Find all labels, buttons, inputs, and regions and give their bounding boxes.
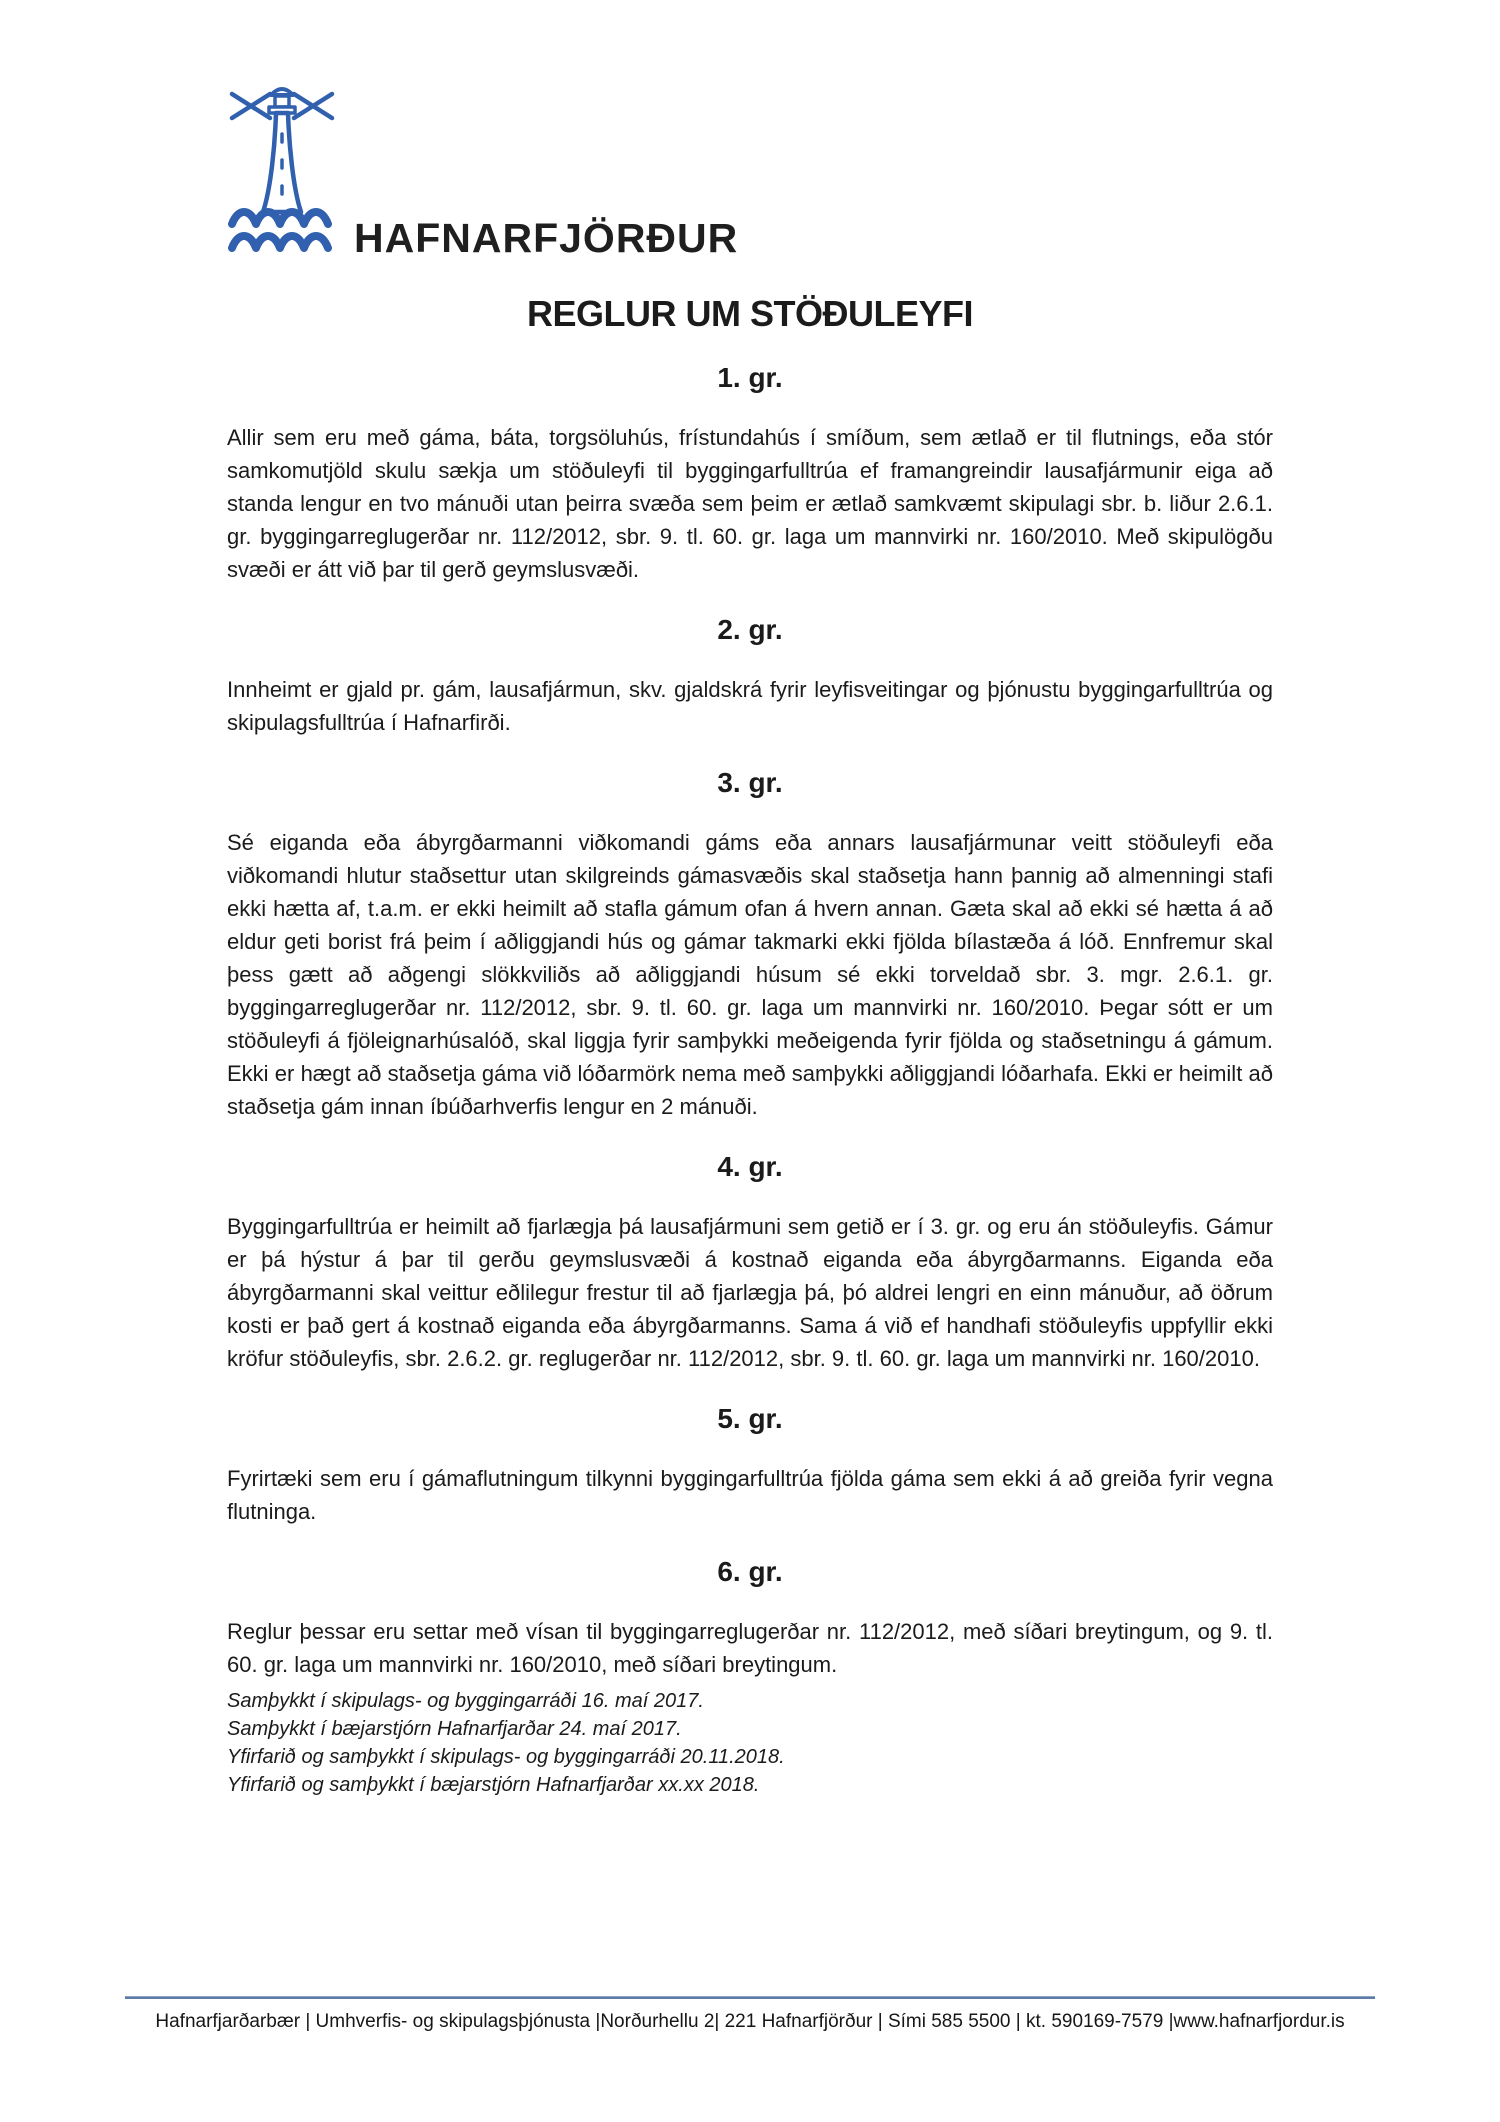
footer-contact-line: Hafnarfjarðarbær | Umhverfis- og skipulagsþjónusta |Norðurhellu 2| 221 Hafnarfjörður | Sími 585 5500 | kt. 590169-7579 |www.hafnarfjordur.is [155,2011,1345,2032]
approval-line: Samþykkt í bæjarstjórn Hafnarfjarðar 24. maí 2017. [227,1718,682,1740]
document-section [227,1555,1273,1681]
section-heading: 6. gr. [717,1556,783,1587]
document-section [227,1402,1273,1528]
section-heading: 3. gr. [717,767,783,798]
document-body [227,294,1273,1799]
section-paragraph: Sé eiganda eða ábyrgðarmanni viðkomandi gáms eða annars lausafjármunar veitt stöðuleyfi eða viðkomandi hlutur staðsettur utan skilgreinds gámasvæðis skal staðsetja hann þannig að almenningi stafi ekki hætta af, t.a.m. er ekki heimilt að stafla gámum ofan á hvern annan. Gæta skal að ekki sé hætta á að eldur geti borist frá þeim í aðliggjandi hús og gámar takmarki ekki fjölda bílastæða á lóð. Ennfremur skal þess gætt að aðgengi slökkviliðs að aðliggjandi húsum sé ekki torveldað sbr. 3. mgr. 2.6.1. gr. byggingarreglugerðar nr. 112/2012, sbr. 9. tl. 60. gr. laga um mannvirki nr. 160/2010. Þegar sótt er um stöðuleyfi á fjöleignarhúsalóð, skal liggja fyrir samþykki meðeigenda fyrir fjölda og staðsetningu á gámum. Ekki er hægt að staðsetja gáma við lóðarmörk nema með samþykki aðliggjandi lóðarhafa. Ekki er heimilt að staðsetja gám innan íbúðarhverfis lengur en 2 mánuði. [227,830,1273,1119]
section-paragraph: Innheimt er gjald pr. gám, lausafjármun, skv. gjaldskrá fyrir leyfisveitingar og þjónustu byggingarfulltrúa og skipulagsfulltrúa í Hafnarfirði. [227,677,1273,735]
logo [226,80,738,264]
section-heading: 5. gr. [717,1403,783,1434]
document-section [227,766,1273,1123]
logo-wordmark: HAFNARFJÖRÐUR [354,215,739,261]
section-heading: 2. gr. [717,614,783,645]
section-heading: 1. gr. [717,362,783,393]
lighthouse-logo-icon [226,82,338,264]
approval-line: Samþykkt í skipulags- og byggingarráði 16. maí 2017. [227,1690,704,1712]
approval-notes [227,1687,1273,1799]
section-paragraph: Fyrirtæki sem eru í gámaflutningum tilkynni byggingarfulltrúa fjölda gáma sem ekki á að greiða fyrir vegna flutninga. [227,1466,1273,1524]
footer-divider [125,1996,1375,1999]
approval-line: Yfirfarið og samþykkt í bæjarstjórn Hafnarfjarðar xx.xx 2018. [227,1774,760,1796]
section-heading: 4. gr. [717,1151,783,1182]
sections-container [227,361,1273,1681]
document-section [227,1150,1273,1375]
section-paragraph: Reglur þessar eru settar með vísan til byggingarreglugerðar nr. 112/2012, með síðari breytingum, og 9. tl. 60. gr. laga um mannvirki nr. 160/2010, með síðari breytingum. [227,1619,1273,1677]
approval-line: Yfirfarið og samþykkt í skipulags- og byggingarráði 20.11.2018. [227,1746,785,1768]
page-title: REGLUR UM STÖÐULEYFI [527,293,973,334]
document-section [227,361,1273,586]
document-section [227,613,1273,739]
section-paragraph: Byggingarfulltrúa er heimilt að fjarlægja þá lausafjármuni sem getið er í 3. gr. og eru án stöðuleyfis. Gámur er þá hýstur á þar til gerðu geymslusvæði á kostnað eiganda eða ábyrgðarmanns. Eiganda eða ábyrgðarmanni skal veittur eðlilegur frestur til að fjarlægja þá, þó aldrei lengri en einn mánuður, að öðrum kosti er það gert á kostnað eiganda eða ábyrgðarmanns. Sama á við ef handhafi stöðuleyfis uppfyllir ekki kröfur stöðuleyfis, sbr. 2.6.2. gr. reglugerðar nr. 112/2012, sbr. 9. tl. 60. gr. laga um mannvirki nr. 160/2010. [227,1214,1273,1371]
section-paragraph: Allir sem eru með gáma, báta, torgsöluhús, frístundahús í smíðum, sem ætlað er til flutnings, eða stór samkomutjöld skulu sækja um stöðuleyfi til byggingarfulltrúa ef framangreindir lausafjármunir eiga að standa lengur en tvo mánuði utan þeirra svæða sem þeim er ætlað samkvæmt skipulagi sbr. b. liður 2.6.1. gr. byggingarreglugerðar nr. 112/2012, sbr. 9. tl. 60. gr. laga um mannvirki nr. 160/2010. Með skipulögðu svæði er átt við þar til gerð geymslusvæði. [227,425,1273,582]
